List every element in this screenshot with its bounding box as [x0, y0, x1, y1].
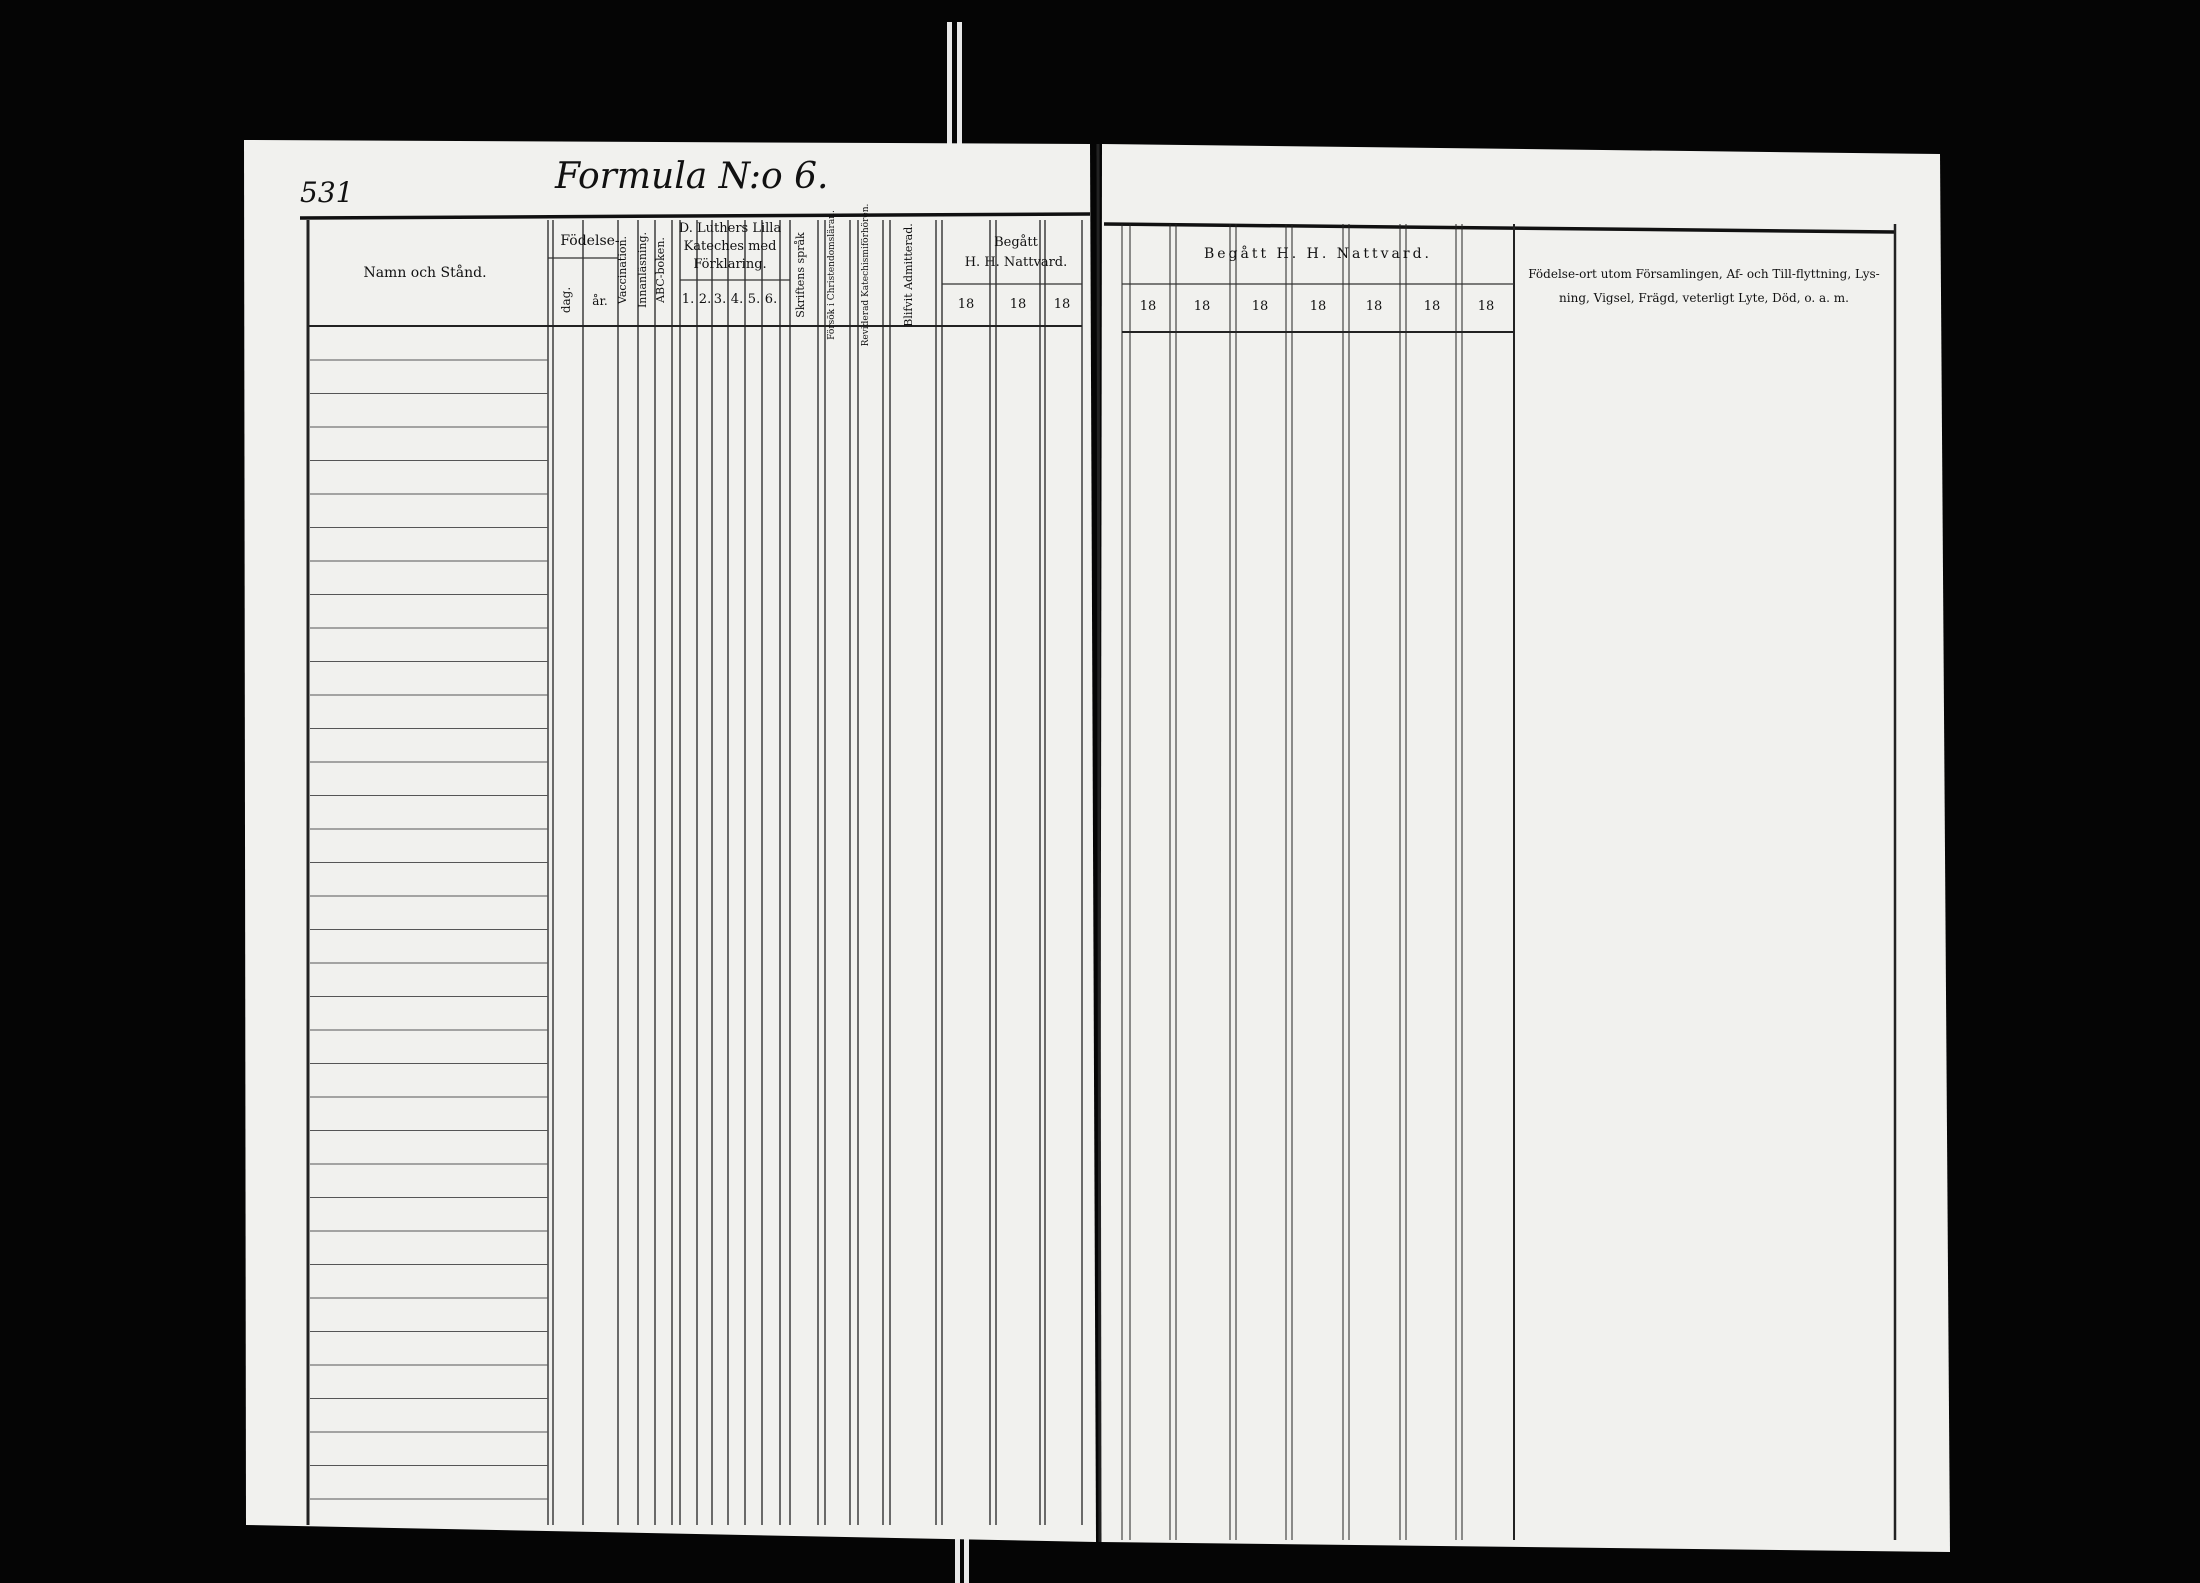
- header-birth-day: dag.: [559, 286, 573, 314]
- year-prefix-label: 18: [1009, 297, 1027, 312]
- header-scripture: Skriftens språk: [794, 232, 807, 318]
- luther-part-label: 6.: [764, 292, 778, 307]
- header-luther-1: D. Luthers Lilla: [678, 221, 782, 236]
- header-luther-2: Kateches med: [683, 239, 777, 254]
- header-birth-year: år.: [592, 294, 608, 308]
- luther-part-label: 1.: [681, 292, 695, 307]
- luther-part-label: 3.: [713, 292, 727, 307]
- form-title: Formula N:o 6.: [555, 156, 829, 197]
- header-admitted: Blifvit Admitterad.: [902, 223, 915, 327]
- year-prefix-label: 18: [1193, 299, 1211, 314]
- header-reading: Innanläsning.: [636, 231, 649, 309]
- right-page-sheet: [1100, 144, 1950, 1552]
- header-christianity: Försök i Christendomsläran.: [827, 210, 837, 340]
- header-communion-left-2: H. H. Nattvard.: [964, 255, 1068, 270]
- header-remarks-1: Födelse-ort utom Församlingen, Af- och Till-flyttning, Lys-: [1528, 267, 1880, 281]
- header-remarks-2: ning, Vigsel, Frägd, veterligt Lyte, Död, o. a. m.: [1559, 291, 1849, 305]
- year-prefix-label: 18: [1423, 299, 1441, 314]
- luther-part-label: 5.: [747, 292, 761, 307]
- spine-fold: [1098, 144, 1100, 1542]
- year-prefix-label: 18: [1477, 299, 1495, 314]
- header-luther-3: Förklaring.: [693, 257, 767, 272]
- header-abc: ABC-boken.: [654, 237, 667, 303]
- header-name: Namn och Stånd.: [363, 265, 487, 281]
- header-communion-right: Begått H. H. Nattvard.: [1203, 246, 1433, 262]
- header-catechism: Reviderad Katechismiförhören.: [861, 203, 871, 347]
- luther-part-label: 2.: [698, 292, 712, 307]
- year-prefix-label: 18: [1251, 299, 1269, 314]
- header-birth: Födelse-: [560, 233, 620, 249]
- year-prefix-label: 18: [1139, 299, 1157, 314]
- page-number: 531: [300, 176, 354, 209]
- header-communion-left-1: Begått: [994, 235, 1038, 250]
- year-prefix-label: 18: [1309, 299, 1327, 314]
- year-prefix-label: 18: [1365, 299, 1383, 314]
- luther-part-label: 4.: [730, 292, 744, 307]
- year-prefix-label: 18: [957, 297, 975, 312]
- header-vaccination: Vaccination.: [616, 235, 629, 305]
- year-prefix-label: 18: [1053, 297, 1071, 312]
